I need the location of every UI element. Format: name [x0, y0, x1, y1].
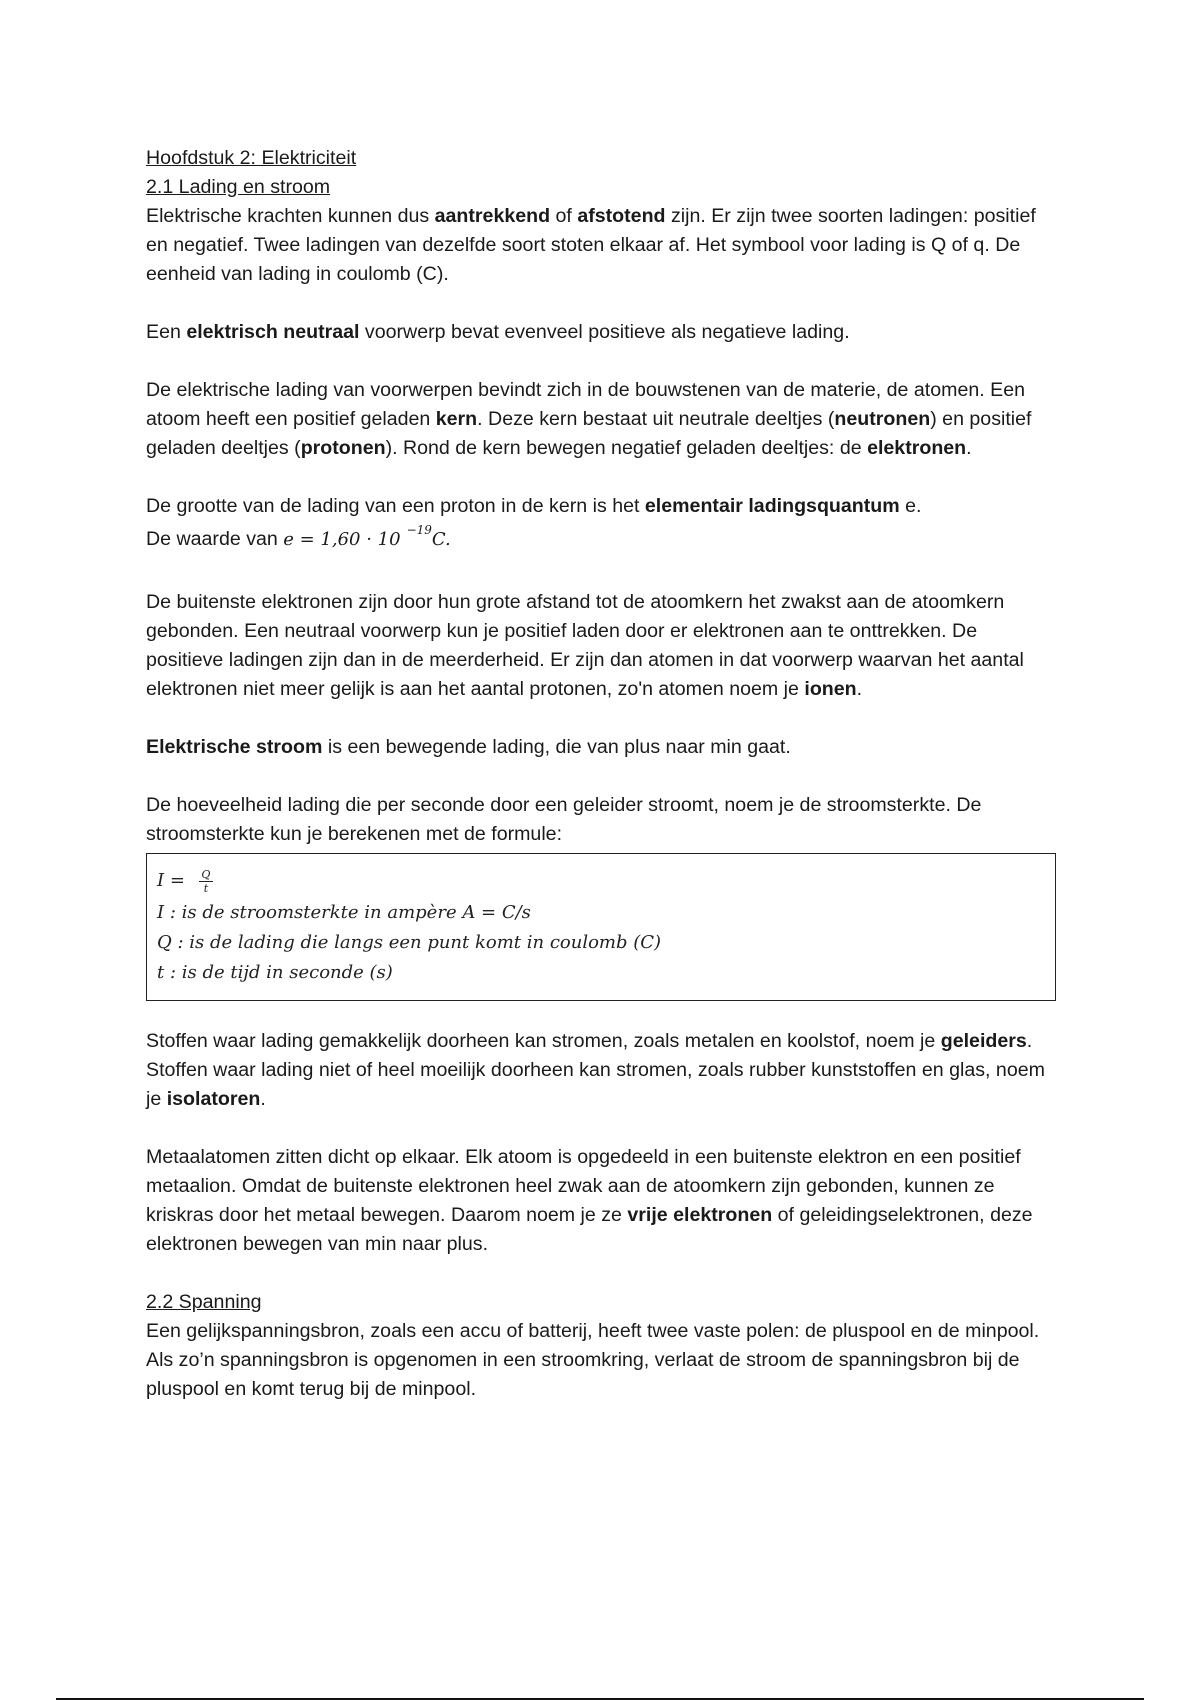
paragraph-free-electrons: Metaalatomen zitten dicht op elkaar. Elk atoom is opgedeeld in een buitenste elektron en een positief metaalion. Omdat de buitenste elektronen heel zwak aan de atoomkern zijn gebonden, kunnen ze kriskras door het metaal bewegen. Daarom noem je ze vrije elektronen of geleidingselektronen, deze elektronen bewegen van min naar plus.	[146, 1146, 1033, 1255]
formula-box	[146, 853, 1056, 1001]
paragraph-forces: Elektrische krachten kunnen dus aantrekkend of afstotend zijn. Er zijn twee soorten ladingen: positief en negatief. Twee ladingen van dezelfde soort stoten elkaar af. Het symbool voor lading is Q of q. De eenheid van lading in coulomb (C).	[146, 205, 1036, 285]
charge-exponent: −19	[406, 523, 432, 537]
paragraph-neutral: Een elektrisch neutraal voorwerp bevat evenveel positieve als negatieve lading.	[146, 321, 850, 343]
paragraph-voltage: Een gelijkspanningsbron, zoals een accu of batterij, heeft twee vaste polen: de pluspool en de minpool. Als zo’n spanningsbron is opgenomen in een stroomkring, verlaat de stroom de spanningsbron bij de pluspool en komt terug bij de minpool.	[146, 1320, 1040, 1400]
paragraph-atoms: De elektrische lading van voorwerpen bevindt zich in de bouwstenen van de materie, de atomen. Een atoom heeft een positief geladen kern. Deze kern bestaat uit neutrale deeltjes (neutronen) en positief geladen deeltjes (protonen). Rond de kern bewegen negatief geladen deeltjes: de elektronen.	[146, 379, 1032, 459]
formula-def-current: I : is de stroomsterkte in ampère A = C/s	[157, 902, 531, 923]
formula-def-charge: Q : is de lading die langs een punt komt in coulomb (C)	[157, 932, 662, 953]
charge-value-line: De waarde van e = 1,60 · 10 $^{-19}$C.	[146, 523, 451, 550]
section-title-2-1: 2.1 Lading en stroom	[146, 176, 331, 198]
formula-def-time: t : is de tijd in seconde (s)	[157, 962, 393, 983]
charge-unit: C.	[431, 529, 451, 550]
chapter-title: Hoofdstuk 2: Elektriciteit	[146, 147, 357, 169]
fraction: $\frac{Q}{t}$	[199, 869, 213, 894]
section-title-2-2: 2.2 Spanning	[146, 1291, 262, 1313]
formula-main: I = $\frac{Q}{t}$	[157, 864, 1045, 898]
paragraph-current: Elektrische stroom is een bewegende lading, die van plus naar min gaat.	[146, 736, 791, 758]
charge-value-math: e = 1,60 · 10	[283, 529, 401, 550]
paragraph-ions: De buitenste elektronen zijn door hun grote afstand tot de atoomkern het zwakst aan de atoomkern gebonden. Een neutraal voorwerp kun je positief laden door er elektronen aan te onttrekken. De positieve ladingen zijn dan in de meerderheid. Er zijn dan atomen in dat voorwerp waarvan het aantal elektronen niet meer gelijk is aan het aantal protonen, zo'n atomen noem je ionen.	[146, 591, 1024, 700]
paragraph-conductors: Stoffen waar lading gemakkelijk doorheen kan stromen, zoals metalen en koolstof, noem je geleiders. Stoffen waar lading niet of heel moeilijk doorheen kan stromen, zoals rubber kunststoffen en glas, noem je isolatoren.	[146, 1030, 1045, 1110]
paragraph-current-strength: De hoeveelheid lading die per seconde door een geleider stroomt, noem je de stroomsterkte. De stroomsterkte kun je berekenen met de formule:	[146, 794, 982, 845]
document-page	[146, 144, 1056, 1404]
paragraph-elementary-charge: De grootte van de lading van een proton in de kern is het elementair ladingsquantum e.	[146, 495, 922, 517]
